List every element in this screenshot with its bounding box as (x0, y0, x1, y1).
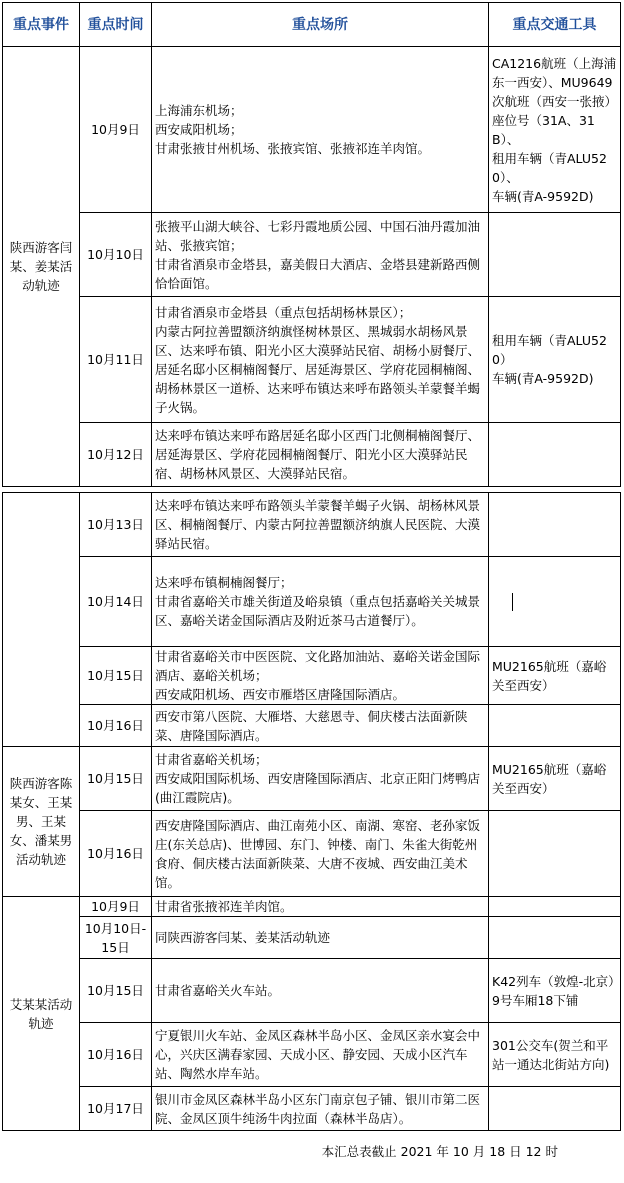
table-row (3, 297, 621, 423)
event-cell: 陕西游客闫某、姜某活动轨迹 (3, 47, 80, 487)
time-cell: 10月9日 (80, 47, 152, 213)
table-row (3, 1023, 621, 1087)
text-cursor (512, 593, 513, 611)
header-event: 重点事件 (3, 3, 80, 47)
place-cell: 甘肃省嘉峪关市中医医院、文化路加油站、嘉峪关诺金国际酒店、嘉峪关机场； 西安咸阳机场、西安市雁塔区唐隆国际酒店。 (152, 647, 489, 705)
place-cell: 达来呼布镇桐楠阁餐厅； 甘肃省嘉峪关市雄关街道及峪泉镇（重点包括嘉峪关关城景区、嘉峪关诺金国际酒店及附近茶马古道餐厅）。 (152, 557, 489, 647)
header-time: 重点时间 (80, 3, 152, 47)
event-cell: 陕西游客陈某女、王某男、王某女、潘某男活动轨迹 (3, 747, 80, 897)
time-cell: 10月10日-15日 (80, 917, 152, 959)
place-cell: 西安市第八医院、大雁塔、大慈恩寺、侗庆楼古法面新陕菜、唐隆国际酒店。 (152, 705, 489, 747)
event-cell-continued (3, 493, 80, 747)
time-cell: 10月15日 (80, 959, 152, 1023)
time-cell: 10月15日 (80, 647, 152, 705)
place-cell: 甘肃省嘉峪关机场； 西安咸阳国际机场、西安唐隆国际酒店、北京正阳门烤鸭店(曲江霞院店)。 (152, 747, 489, 811)
transport-cell: K42列车（敦煌-北京）9号车厢18下铺 (489, 959, 621, 1023)
footer-note: 本汇总表截止 2021 年 10 月 18 日 12 时 (321, 1144, 558, 1159)
place-cell: 甘肃省张掖祁连羊肉馆。 (152, 897, 489, 917)
time-cell: 10月9日 (80, 897, 152, 917)
time-cell: 10月16日 (80, 811, 152, 897)
place-cell: 达来呼布镇达来呼布路居延名邸小区西门北侧桐楠阁餐厅、居延海景区、学府花园桐楠阁餐厅、阳光小区大漠驿站民宿、胡杨林风景区、大漠驿站民宿。 (152, 423, 489, 487)
table-row (3, 557, 621, 647)
time-cell: 10月11日 (80, 297, 152, 423)
transport-cell (489, 811, 621, 897)
table-row (3, 705, 621, 747)
itinerary-table-part1 (2, 2, 621, 487)
transport-cell (489, 213, 621, 297)
transport-cell (489, 557, 621, 647)
place-cell: 西安唐隆国际酒店、曲江南苑小区、南湖、寒窑、老孙家饭庄(东关总店)、世博园、东门、钟楼、南门、朱雀大街乾州食府、侗庆楼古法面新陕菜、大唐不夜城、西安曲江美术馆。 (152, 811, 489, 897)
table-row (3, 47, 621, 213)
table-row (3, 493, 621, 557)
place-cell: 银川市金凤区森林半岛小区东门南京包子铺、银川市第二医院、金凤区顶牛纯汤牛肉拉面（森林半岛店）。 (152, 1087, 489, 1131)
table-row (3, 811, 621, 897)
transport-cell: 租用车辆（青ALU520） 车辆(青A-9592D) (489, 297, 621, 423)
table-row (3, 1087, 621, 1131)
transport-cell (489, 1087, 621, 1131)
time-cell: 10月14日 (80, 557, 152, 647)
table-row (3, 747, 621, 811)
header-row (3, 3, 621, 47)
time-cell: 10月17日 (80, 1087, 152, 1131)
transport-cell: MU2165航班（嘉峪关至西安） (489, 747, 621, 811)
transport-cell: MU2165航班（嘉峪关至西安） (489, 647, 621, 705)
place-cell: 宁夏银川火车站、金凤区森林半岛小区、金凤区亲水宴会中心，兴庆区满春家园、天成小区、静安园、天成小区汽车站、陶然水岸车站。 (152, 1023, 489, 1087)
event-cell: 艾某某活动轨迹 (3, 897, 80, 1131)
place-cell: 甘肃省嘉峪关火车站。 (152, 959, 489, 1023)
itinerary-table-part2 (2, 492, 621, 1131)
header-transport: 重点交通工具 (489, 3, 621, 47)
table-row (3, 647, 621, 705)
place-cell: 上海浦东机场； 西安咸阳机场； 甘肃张掖甘州机场、张掖宾馆、张掖祁连羊肉馆。 (152, 47, 489, 213)
time-cell: 10月10日 (80, 213, 152, 297)
transport-cell (489, 705, 621, 747)
transport-cell (489, 423, 621, 487)
place-cell: 达来呼布镇达来呼布路领头羊蒙餐羊蝎子火锅、胡杨林风景区、桐楠阁餐厅、内蒙古阿拉善盟额济纳旗人民医院、大漠驿站民宿。 (152, 493, 489, 557)
place-cell: 甘肃省酒泉市金塔县（重点包括胡杨林景区）； 内蒙古阿拉善盟额济纳旗怪树林景区、黑城弱水胡杨风景区、达来呼布镇、阳光小区大漠驿站民宿、胡杨小厨餐厅、居延名邸小区桐楠阁餐厅、居延海景区、学府花园桐楠阁、胡杨林景区一道桥、达来呼布镇达来呼布路领头羊蒙餐羊蝎子火锅。 (152, 297, 489, 423)
time-cell: 10月16日 (80, 705, 152, 747)
table-row (3, 423, 621, 487)
place-cell: 同陕西游客闫某、姜某活动轨迹 (152, 917, 489, 959)
transport-cell (489, 897, 621, 917)
table-row (3, 917, 621, 959)
time-cell: 10月16日 (80, 1023, 152, 1087)
table-row (3, 213, 621, 297)
place-cell: 张掖平山湖大峡谷、七彩丹霞地质公园、中国石油丹霞加油站、张掖宾馆； 甘肃省酒泉市金塔县，嘉美假日大酒店、金塔县建新路西侧恰恰面馆。 (152, 213, 489, 297)
header-place: 重点场所 (152, 3, 489, 47)
time-cell: 10月12日 (80, 423, 152, 487)
transport-cell (489, 493, 621, 557)
table-row (3, 959, 621, 1023)
table-row (3, 897, 621, 917)
transport-cell: 301公交车(贺兰和平站一通达北街站方向) (489, 1023, 621, 1087)
transport-cell: CA1216航班（上海浦东一西安）、MU9649次航班（西安一张掖）座位号（31A、31B）、 租用车辆（青ALU520）、 车辆(青A-9592D) (489, 47, 621, 213)
transport-cell (489, 917, 621, 959)
time-cell: 10月15日 (80, 747, 152, 811)
time-cell: 10月13日 (80, 493, 152, 557)
